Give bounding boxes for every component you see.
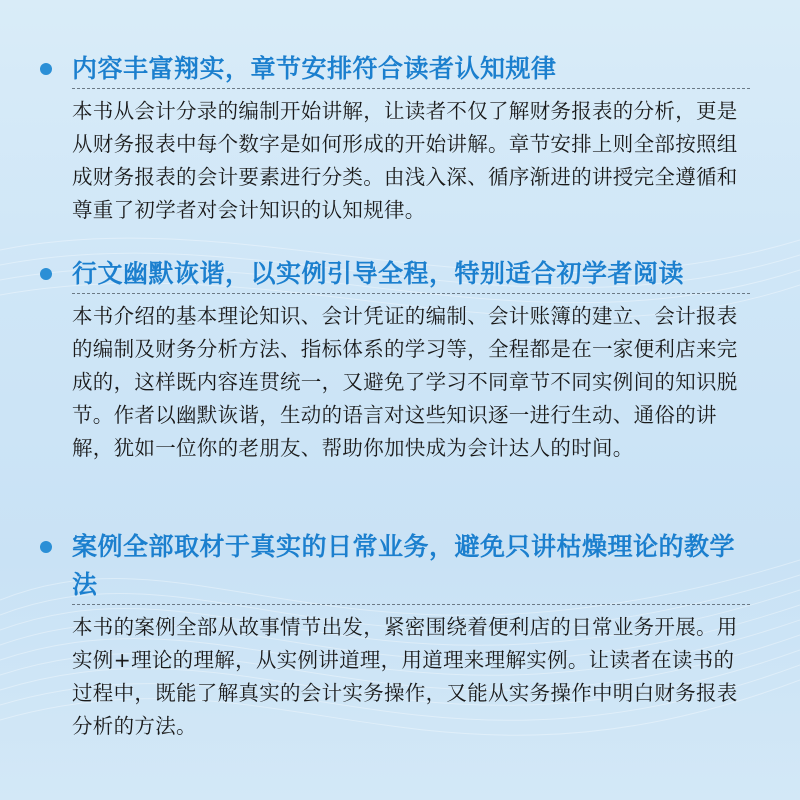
section-heading: 行文幽默诙谐，以实例引导全程，特别适合初学者阅读 — [72, 259, 685, 288]
bullet-dot-icon — [40, 268, 52, 280]
section-body: 本书从会计分录的编制开始讲解，让读者不仅了解财务报表的分析，更是从财务报表中每个数字是如何形成的开始讲解。章节安排上则全部按照组成财务报表的会计要素进行分类。由浅入深、循序渐进的讲授完全遵循和尊重了初学者对会计知识的认知规律。 — [72, 99, 738, 222]
section-heading: 案例全部取材于真实的日常业务，避免只讲枯燥理论的教学法 — [72, 532, 736, 599]
bullet-dot-icon — [40, 541, 52, 553]
feature-section-1 — [40, 50, 750, 227]
bullet-dot-icon — [40, 63, 52, 75]
section-heading-row — [40, 50, 750, 88]
feature-section-2 — [40, 255, 750, 465]
feature-section-3 — [40, 528, 750, 743]
section-body: 本书介绍的基本理论知识、会计凭证的编制、会计账簿的建立、会计报表的编制及财务分析方法、指标体系的学习等，全程都是在一家便利店来完成的，这样既内容连贯统一，又避免了学习不同章节不同实例间的知识脱节。作者以幽默诙谐，生动的语言对这些知识逐一进行生动、通俗的讲解，犹如一位你的老朋友、帮助你加快成为会计达人的时间。 — [72, 304, 738, 460]
section-body: 本书的案例全部从故事情节出发，紧密围绕着便利店的日常业务开展。用实例+理论的理解，从实例讲道理，用道理来理解实例。让读者在读书的过程中，既能了解真实的会计实务操作，又能从实务操作中明白财务报表分析的方法。 — [72, 615, 738, 738]
section-heading-row — [40, 255, 750, 293]
section-heading: 内容丰富翔实，章节安排符合读者认知规律 — [72, 54, 557, 83]
section-heading-row — [40, 528, 750, 604]
